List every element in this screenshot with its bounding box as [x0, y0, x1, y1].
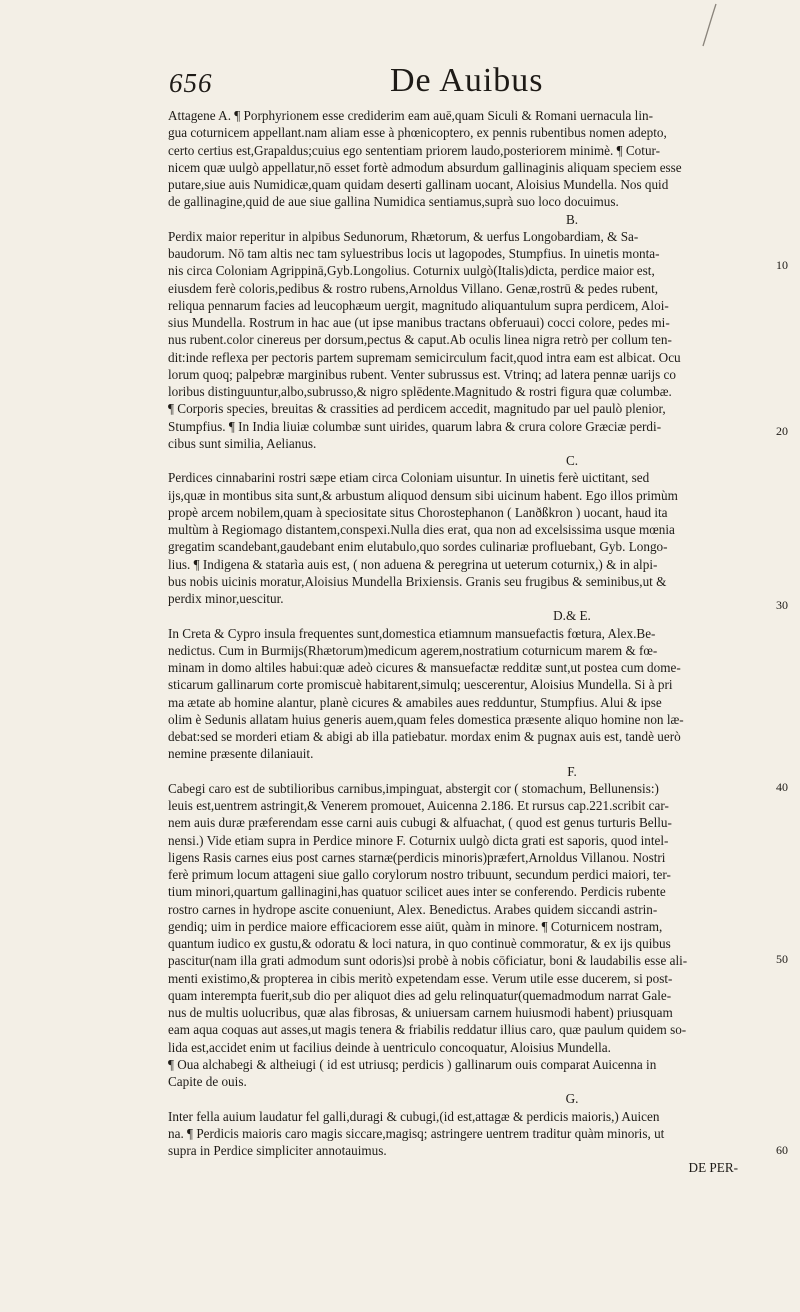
section-heading: [168, 607, 776, 624]
text-line: nem auis duræ præferendam esse carni auis cubugi & alfuachat, ( quod est genus turturis Bellu-: [168, 815, 672, 831]
text-line: quantum iudico ex gustu,& odoratu & loci natura, in quo continuè commoratur, & ex ijs quibus: [168, 936, 671, 951]
text-line: quam interempta fuerit,sub dio per aliquot dies ad gelu relinquatur(quemadmodum narrat Gale-: [168, 987, 672, 1003]
section-heading-label: C.: [565, 453, 579, 468]
text-line: lius. ¶ Indigena & statarìa auis est, ( non aduena & peregrina ut ueterum coturnix,) & in alpi-: [168, 556, 658, 572]
text-line: Perdices cinnabarini rostri sæpe etiam circa Coloniam uisuntur. In uinetis ferè uictitant, sed: [168, 470, 650, 486]
text-line: ligens Rasis carnes eius post carnes starnæ(perdicis minoris)præfert,Arnoldus Villanou. Nostri: [168, 849, 666, 865]
text-line: baudorum. Nō tam altis nec tam syluestribus locis ut lagopodes, Stumpfius. In uinetis monta-: [168, 246, 660, 261]
running-title: De Auibus: [390, 62, 544, 99]
text-line: multùm à Regiomago distantem,conspexi.Nulla dies erat, qua non ad excelsissima usque mœnia: [168, 522, 675, 537]
text-line: lida est,accidet enim ut facilius deinde à uentriculo concoquatur, Aloisius Mundella.: [168, 1039, 611, 1055]
text-line: pascitur(nam illa grati admodum sunt odoris)si probè à nobis cōficiatur, boni & laudabilis esse ali-: [168, 953, 688, 969]
text-line: Perdix maior reperitur in alpibus Sedunorum, Rhætorum, & uerfus Longobardiam, & Sa-: [168, 228, 639, 244]
section-heading: [168, 1090, 776, 1107]
text-line: In Creta & Cypro insula frequentes sunt,domestica etiamnum mansuefactis fœtura, Alex.Be-: [168, 625, 656, 641]
text-line: sticarum gallinarum corte promiscuè habitarent,simulq; uescerentur, Aloisius Mundella. Si à pri: [168, 677, 673, 693]
body-text: [168, 107, 776, 1177]
text-line: nis circa Coloniam Agrippinā,Gyb.Longolius. Coturnix uulgò(Italis)dicta, perdice maior est,: [168, 263, 655, 279]
text-line: Attagene A. ¶ Porphyrionem esse crediderim eam auē,quam Siculi & Romani uernacula lin-: [168, 108, 653, 123]
text-line: menti existimo,& propterea in cibis meritò expetendam esse. Verum utile esse ducerem, si post-: [168, 970, 673, 986]
text-line: eiusdem ferè coloris,pedibus & rostro rubens,Arnoldus Villano. Genæ,rostrū & pedes rubent,: [168, 280, 659, 296]
section-heading-label: B.: [565, 211, 579, 227]
text-line: loribus distinguuntur,albo,subrusso,& nigro splēdente.Magnitudo & rostri figura quæ columbæ.: [168, 384, 672, 399]
text-line: ¶ Oua alchabegi & altheiugi ( id est utriusq; perdicis ) gallinarum ouis comparat Auicenna in: [168, 1056, 657, 1072]
section-heading: [168, 763, 776, 780]
text-line: debat:sed se morderi etiam & abigi ab illa patiebatur. mordax enim & pugnax auis est, tandè uerò: [168, 729, 681, 744]
margin-line-number: 40: [776, 780, 788, 794]
section-heading-label: G.: [565, 1091, 579, 1107]
text-line: bus nobis uicinis moratur,Aloisius Mundella Brixiensis. Granis seu frugibus & seminibus,ut &: [168, 573, 667, 589]
margin-line-number: 50: [776, 952, 788, 966]
text-line: gendiq; uim in perdice maiore efficaciorem esse aiūt, quàm in minore. ¶ Coturnicem nostram,: [168, 918, 663, 934]
text-line: Inter fella auium laudatur fel galli,duragi & cubugi,(id est,attagæ & perdicis maioris,) Auicen: [168, 1108, 660, 1124]
pencil-mark: [688, 2, 728, 48]
text-line: ¶ Corporis species, breuitas & crassities ad perdicem accedit, magnitudo par uel paulò plenior,: [168, 401, 666, 417]
text-line: reliqua pennarum facies ad leucophæum uergit, magnitudo aliquantulum supra perdicem, Aloi-: [168, 297, 669, 313]
text-line: certo certius est,Grapaldus;cuius ego sententiam priorem laudo,posteriorem minimè. ¶ Cotur-: [168, 142, 661, 158]
text-line: supra in Perdice simpliciter annotauimus.: [168, 1143, 387, 1158]
text-line: gregatim scandebant,gaudebant enim elutabulo,quo sordes culinariæ profluebant, Gyb. Longo-: [168, 539, 668, 555]
section-heading: [168, 452, 776, 469]
page-header: [165, 62, 635, 102]
text-line: nus de multis uolucribus, quæ alas fibrosas, & uniuersam carnem huiusmodi habent) priusquam: [168, 1005, 673, 1020]
text-line: nus rubent.color cinereus per dorsum,pectus & caput.Ab oculis linea nigra retrò per collum ten-: [168, 332, 672, 348]
section-heading: [168, 211, 776, 228]
text-line: perdix minor,uescitur.: [168, 591, 284, 606]
text-line: ijs,quæ in montibus sita sunt,& arbustum aliquod densum sibi uicinum habent. Ego illos primùm: [168, 487, 678, 503]
text-line: Cabegi caro est de subtilioribus carnibus,impinguat, abstergit cor ( stomachum, Bellunensis:): [168, 780, 659, 796]
text-line: leuis est,uentrem astringit,& Venerem promouet, Auicenna 2.186. Et rursus cap.221.scribit car-: [168, 798, 669, 813]
margin-line-number: 30: [776, 598, 788, 612]
text-line: rostro carnes in hydrope ascite conueniunt, Alex. Benedictus. Arabes quidem siccandi astrin-: [168, 901, 658, 917]
text-line: minam in domo altiles habui:quæ adeò cicures & mansuefactæ redditæ sunt,ut postea cum dome-: [168, 660, 681, 675]
page-number: 656: [169, 68, 213, 98]
text-line: ma ætate ab homine alantur, planè cicures & amabiles aues redduntur, Stumpfius. Alui & ipse: [168, 694, 662, 710]
text-line: olim è Sedunis allatam huius generis auem,quam feles domestica præsente aliquo homine non læ-: [168, 711, 684, 727]
margin-line-number: 20: [776, 424, 788, 438]
text-line: lorum quoq; palpebræ marginibus rubent. Venter subrussus est. Vtrinq; ad latera pennæ uarijs co: [168, 366, 676, 382]
text-line: dit:inde reflexa per pectoris partem supremam semicirculum facit,quod intra eam est albicat. Ocu: [168, 349, 681, 365]
text-line: tium minori,quartum gallinagini,has quatuor scilicet aues inter se conferendo. Perdicis rubente: [168, 884, 666, 900]
margin-line-number: 10: [776, 258, 788, 272]
text-line: nemine præsente dilaniauit.: [168, 746, 314, 762]
section-heading-label: F.: [567, 763, 577, 779]
text-line: nensi.) Vide etiam supra in Perdice minore F. Coturnix uulgò dicta grati est saporis, quod intel-: [168, 832, 669, 848]
text-line: na. ¶ Perdicis maioris caro magis siccare,magisq; astringere uentrem traditur quàm minoris, ut: [168, 1125, 665, 1141]
margin-line-number: 60: [776, 1143, 788, 1157]
text-line: propè arcem nobilem,quam à speciositate situs Chorostephanon ( Lanðßkron ) uocant, haud ita: [168, 504, 668, 520]
text-line: Capite de ouis.: [168, 1074, 247, 1089]
text-line: nedictus. Cum in Burmijs(Rhætorum)medicum agerem,nostratium coturnicum marem & fœ-: [168, 642, 658, 658]
text-line: putare,siue auis Numidicæ,quam quidam deserti gallinam uocant, Aloisius Mundella. Nos quid: [168, 177, 669, 192]
text-line: de gallinagine,quid de aue siue gallina Numidica sentiamus,suprà suo loco docuimus.: [168, 194, 619, 210]
section-heading-label: D.& E.: [553, 608, 591, 624]
text-line: eam aqua coquas aut asses,ut magis tenera & friabilis reddatur illius caro, quæ paulum quidem so-: [168, 1022, 687, 1038]
text-line: nicem quæ uulgò appellatur,nō esset fortè admodum absurdum gallinaginis aliquam speciem esse: [168, 159, 682, 175]
text-line: sius Mundella. Rostrum in hac aue (ut ipse manibus tractans obferuaui) cocci colore, pedes mi-: [168, 315, 670, 330]
text-line: gua coturnicem appellant.nam aliam esse à phœnicoptero, ex pennis rubentibus nomen adepto,: [168, 125, 667, 141]
text-line: Stumpfius. ¶ In India liuiæ columbæ sunt uirides, quarum labra & crura colore Græciæ perdi-: [168, 418, 662, 434]
text-line: ferè primum locum attageni siue gallo corylorum nostro tribuunt, secundum perdici maiori, ter-: [168, 867, 671, 882]
text-line: cibus sunt similia, Aelianus.: [168, 435, 317, 451]
catchword: DE PER-: [688, 1160, 738, 1176]
